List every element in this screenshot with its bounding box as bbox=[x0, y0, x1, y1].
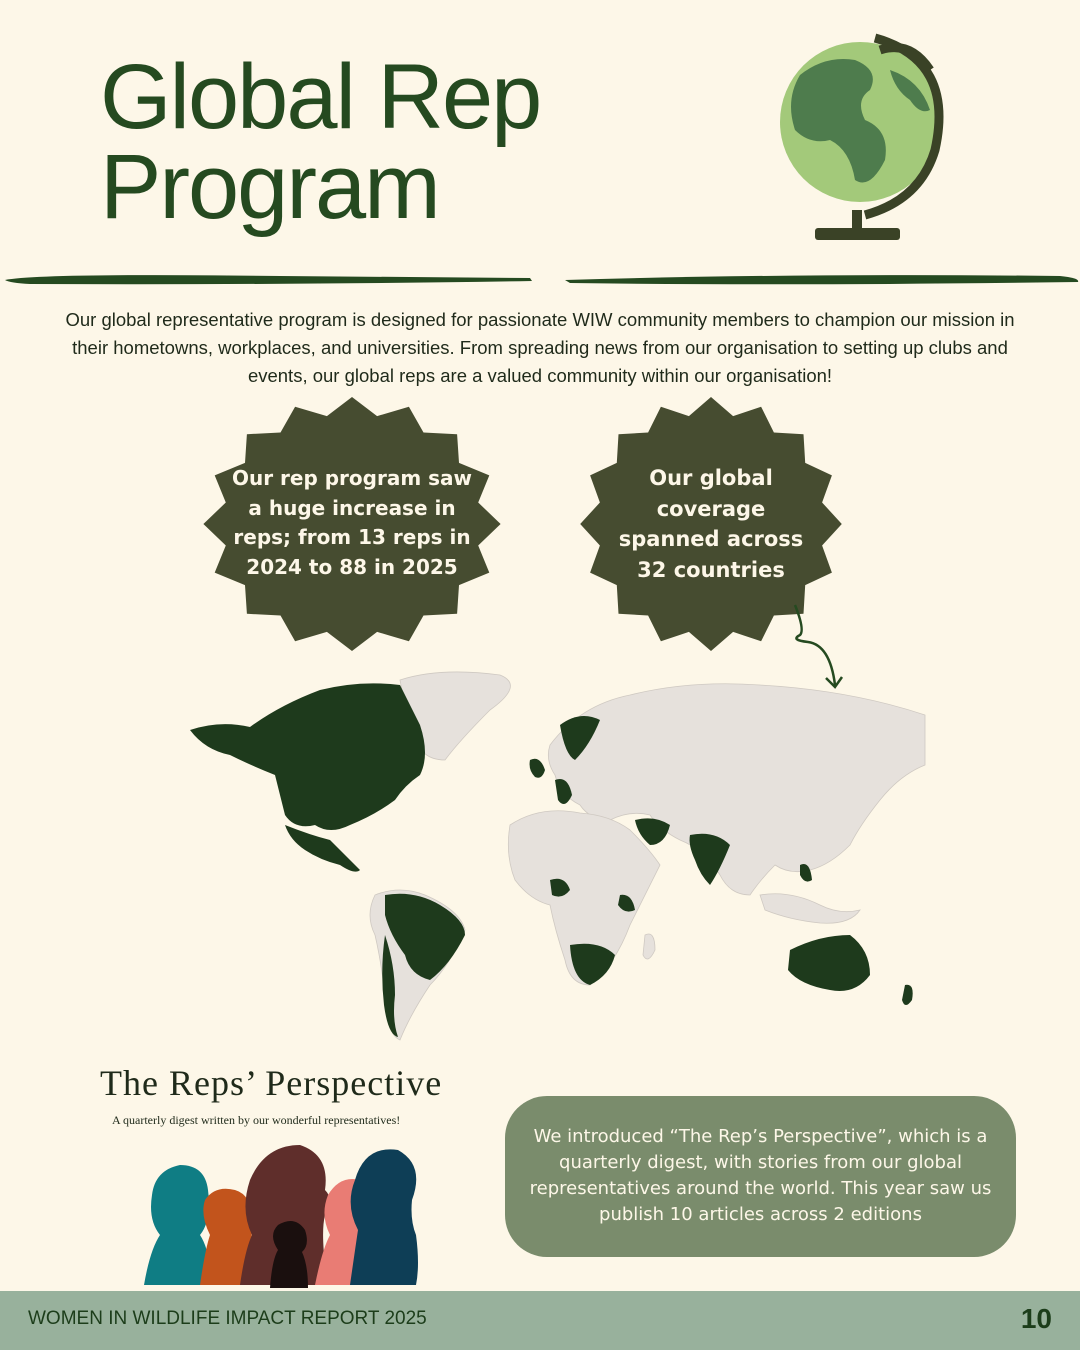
divider-stroke bbox=[0, 268, 1080, 292]
stat-line: Our global bbox=[649, 466, 773, 490]
stat-line: Our rep program saw bbox=[231, 466, 473, 490]
digest-callout bbox=[505, 1096, 1016, 1257]
intro-paragraph: Our global representative program is designed for passionate WIW community members to champion our mission in their hometowns, workplaces, and universities. From spreading news from our organisation to setting up clubs and events, our global reps are a valued community within our organisation! bbox=[65, 309, 1015, 386]
stat-line: coverage bbox=[656, 496, 766, 521]
mexico-central-america bbox=[285, 825, 360, 872]
australia bbox=[788, 935, 870, 991]
stat-text-countries bbox=[598, 463, 824, 585]
title-line-2: Program bbox=[100, 136, 439, 238]
digest-subtitle: A quarterly digest written by our wonderful representatives! bbox=[112, 1113, 401, 1127]
uk-ireland bbox=[530, 759, 545, 778]
silhouettes-illustration bbox=[140, 1140, 425, 1288]
globe-icon bbox=[770, 30, 950, 245]
page-number: 10 bbox=[1020, 1303, 1052, 1334]
canada-usa bbox=[190, 683, 425, 830]
stat-line: reps; from 13 reps in bbox=[233, 525, 471, 549]
stat-line: a huge increase in bbox=[248, 495, 456, 520]
stat-text-reps bbox=[222, 464, 482, 582]
title-line-1: Global Rep bbox=[100, 46, 541, 148]
stat-line: 2024 to 88 in 2025 bbox=[246, 554, 458, 579]
page-title bbox=[100, 46, 541, 238]
new-zealand bbox=[902, 985, 913, 1005]
stat-badge-reps bbox=[202, 396, 502, 652]
se-asia-islands bbox=[760, 894, 860, 923]
footer-label: WOMEN IN WILDLIFE IMPACT REPORT 2025 bbox=[28, 1308, 427, 1329]
stat-line: spanned across bbox=[618, 527, 804, 551]
stat-line: 32 countries bbox=[637, 557, 785, 582]
digest-description: We introduced “The Rep’s Perspective”, which is a quarterly digest, with stories from our global representatives around the world. This year saw us publish 10 articles across 2 editions bbox=[529, 1126, 992, 1225]
digest-title: The Reps’ Perspective bbox=[100, 1063, 443, 1103]
footer-bar bbox=[0, 1291, 1080, 1350]
world-map bbox=[160, 665, 935, 1050]
madagascar bbox=[643, 934, 655, 959]
